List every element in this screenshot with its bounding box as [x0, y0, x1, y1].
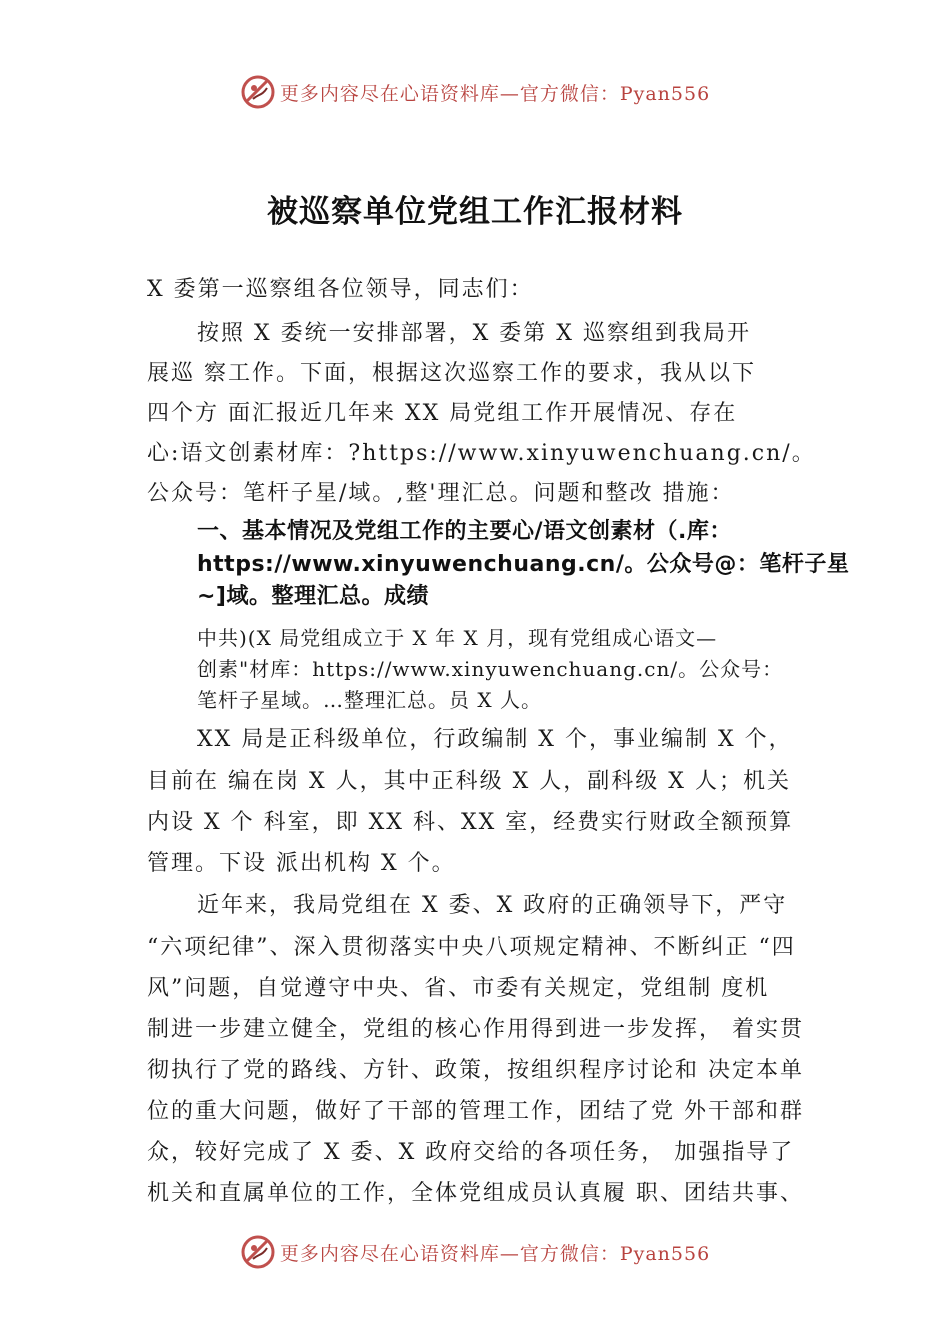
paragraph-line: 众，较好完成了 X 委、X 政府交给的各项任务， 加强指导了	[147, 1140, 795, 1165]
paragraph-line: 风”问题，自觉遵守中央、省、市委有关规定，党组制 度机	[147, 976, 770, 1001]
paragraph-line: 管理。下设 派出机构 X 个。	[147, 851, 456, 876]
banner-text: 更多内容尽在心语资料库—官方微信：Pyan556	[279, 82, 711, 105]
document-title: 被巡察单位党组工作汇报材料	[267, 194, 683, 230]
section-heading-line: ~]域。整理汇总。成绩	[197, 584, 429, 609]
brush-seal-logo-icon	[240, 1234, 276, 1270]
paragraph-line: 机关和直属单位的工作，全体党组成员认真履 职、团结共事、	[147, 1181, 804, 1206]
brush-seal-logo-icon	[240, 74, 276, 110]
paragraph-line: 四个方 面汇报近几年来 XX 局党组工作开展情况、存在	[147, 401, 738, 426]
paragraph-line: 目前在 编在岗 X 人，其中正科级 X 人，副科级 X 人；机关	[147, 769, 791, 794]
paragraph-line: 心:语文创素材库：?https://www.xinyuwenchuang.cn/。	[147, 441, 816, 466]
paragraph-line: 制进一步建立健全，党组的核心作用得到进一步发挥， 着实贯	[147, 1017, 804, 1042]
paragraph-line: 公众号：笔杆子星/域。,整'理汇总。问题和整改 措施：	[147, 481, 735, 506]
section-heading-line: 一、基本情况及党组工作的主要心/语文创素材（.库：	[197, 519, 732, 544]
paragraph-line: XX 局是正科级单位，行政编制 X 个，事业编制 X 个，	[197, 727, 793, 752]
banner-text: 更多内容尽在心语资料库—官方微信：Pyan556	[279, 1242, 711, 1265]
paragraph-line: 彻执行了党的路线、方针、政策，按组织程序讨论和 决定本单	[147, 1058, 804, 1083]
header-watermark-banner	[0, 72, 950, 112]
paragraph-line: “六项纪律”、深入贯彻落实中央八项规定精神、不断纠正 “四	[147, 935, 796, 960]
paragraph-line: 内设 X 个 科室，即 XX 科、XX 室，经费实行财政全额预算	[147, 810, 794, 835]
paragraph-line: 按照 X 委统一安排部署，X 委第 X 巡察组到我局开	[197, 321, 751, 346]
paragraph-line: 中共)(X 局党组成立于 X 年 X 月，现有党组成心语文—	[197, 626, 718, 650]
footer-watermark-banner	[0, 1232, 950, 1272]
paragraph-line: 近年来，我局党组在 X 委、X 政府的正确领导下，严守	[197, 893, 788, 918]
paragraph-line: 创素"材库：https://www.xinyuwenchuang.cn/。公众号：	[197, 657, 784, 681]
salutation: X 委第一巡察组各位领导，同志们：	[147, 277, 534, 302]
paragraph-line: 位的重大问题，做好了干部的管理工作，团结了党 外干部和群	[147, 1099, 804, 1124]
section-heading-line: https://www.xinyuwenchuang.cn/。公众号@：笔杆子星	[197, 552, 850, 577]
paragraph-line: 笔杆子星域。…整理汇总。员 X 人。	[197, 688, 542, 712]
paragraph-line: 展巡 察工作。下面，根据这次巡察工作的要求，我从以下	[147, 361, 756, 386]
